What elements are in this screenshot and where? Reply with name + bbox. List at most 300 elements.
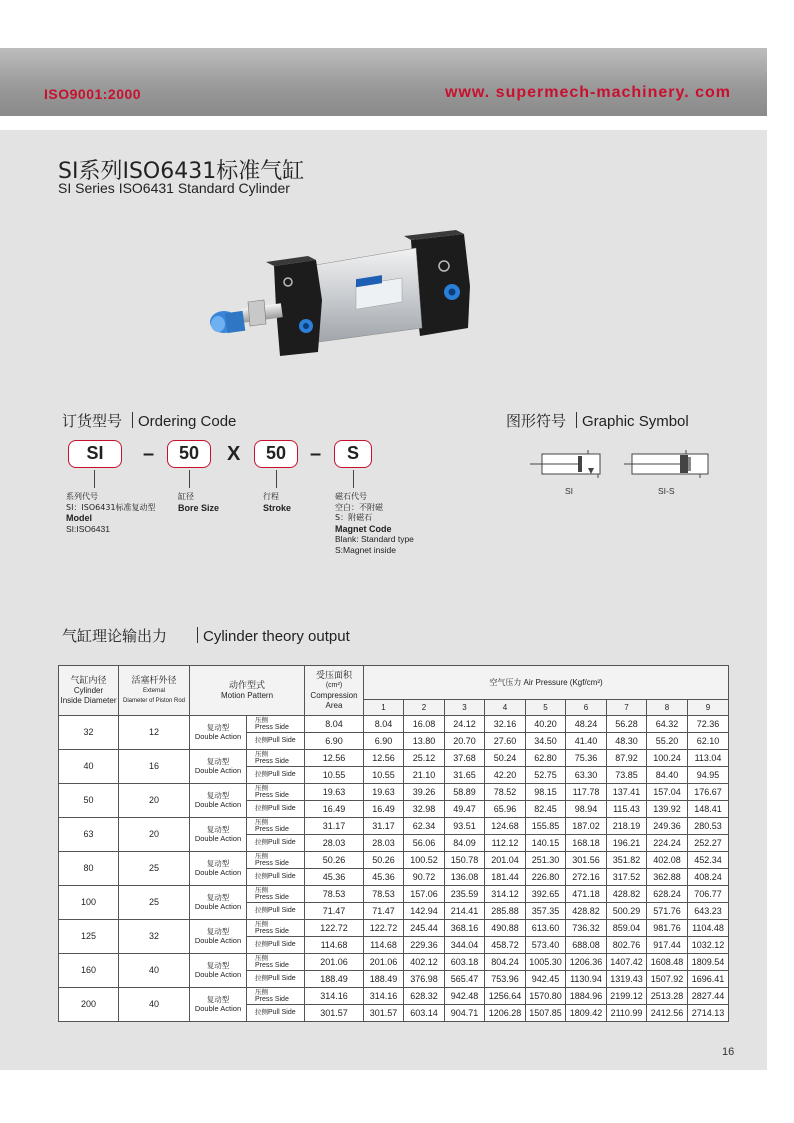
pull-value-cell: 10.55 — [364, 767, 404, 784]
page-number: 16 — [722, 1046, 735, 1058]
motion-en: Double Action — [194, 935, 242, 945]
pull-value-cell: 643.23 — [688, 903, 729, 920]
pull-value-cell: 48.30 — [607, 733, 647, 750]
bore-cell: 63 — [59, 818, 119, 852]
press-value-cell: 2827.44 — [688, 988, 729, 1005]
code-bore-box: 50 — [167, 440, 211, 468]
press-value-cell: 37.68 — [445, 750, 485, 767]
press-side-cell — [247, 716, 305, 733]
symbol-si-s-caption: SI-S — [658, 486, 675, 496]
press-side-en: Press Side — [255, 724, 289, 731]
press-value-cell: 301.56 — [566, 852, 607, 869]
press-side-en: Press Side — [255, 928, 289, 935]
pull-value-cell: 6.90 — [364, 733, 404, 750]
bore-cell: 40 — [59, 750, 119, 784]
press-value-cell: 32.16 — [485, 716, 526, 733]
pull-value-cell: 1696.41 — [688, 971, 729, 988]
pull-value-cell: 1032.12 — [688, 937, 729, 954]
press-value-cell: 48.24 — [566, 716, 607, 733]
press-value-cell: 471.18 — [566, 886, 607, 903]
press-value-cell: 428.82 — [607, 886, 647, 903]
header-air-pressure: 空气压力 Air Pressure (Kgf/cm²) — [364, 666, 729, 700]
motion-en: Double Action — [194, 901, 242, 911]
motion-en: Double Action — [194, 799, 242, 809]
pull-value-cell: 142.94 — [404, 903, 445, 920]
pull-value-cell: 82.45 — [526, 801, 566, 818]
press-value-cell: 93.51 — [445, 818, 485, 835]
pull-value-cell: 428.82 — [566, 903, 607, 920]
symbol-si-s-icon — [624, 450, 714, 480]
pull-value-cell: 229.36 — [404, 937, 445, 954]
code-separator-x: X — [227, 443, 241, 465]
pull-side-cn: 拉侧 — [255, 906, 268, 915]
motion-cn: 复动型 — [206, 961, 230, 970]
table-row — [59, 716, 729, 733]
motion-cn: 复动型 — [206, 927, 230, 936]
header-rod: 活塞杆外径 External Diameter of Piston Rod — [119, 666, 190, 716]
press-value-cell: 245.44 — [404, 920, 445, 937]
page-title-cn: SI系列ISO6431标准气缸 — [58, 159, 305, 184]
pull-side-cn: 拉侧 — [255, 838, 268, 847]
pull-value-cell: 500.29 — [607, 903, 647, 920]
press-value-cell: 2513.28 — [647, 988, 688, 1005]
pull-value-cell: 20.70 — [445, 733, 485, 750]
motion-cn: 复动型 — [206, 825, 230, 834]
pull-side-en: Pull Side — [268, 805, 296, 813]
bore-size-label: 缸径 Bore Size — [178, 492, 220, 513]
pull-value-cell: 188.49 — [305, 971, 364, 988]
pull-value-cell: 45.36 — [364, 869, 404, 886]
press-value-cell: 8.04 — [305, 716, 364, 733]
pull-side-cell — [247, 937, 305, 954]
press-value-cell: 58.89 — [445, 784, 485, 801]
pull-side-cn: 拉侧 — [255, 974, 268, 983]
pull-side-en: Pull Side — [268, 771, 296, 779]
press-value-cell: 218.19 — [607, 818, 647, 835]
pull-value-cell: 55.20 — [647, 733, 688, 750]
motion-cell — [190, 750, 247, 784]
pull-value-cell: 6.90 — [305, 733, 364, 750]
pull-value-cell: 140.15 — [526, 835, 566, 852]
press-value-cell: 613.60 — [526, 920, 566, 937]
press-side-en: Press Side — [255, 758, 289, 765]
pressure-header-cell: 9 — [688, 700, 729, 716]
pull-value-cell: 62.10 — [688, 733, 729, 750]
table-row — [59, 920, 729, 937]
pull-value-cell: 252.27 — [688, 835, 729, 852]
press-value-cell: 62.34 — [404, 818, 445, 835]
press-side-en: Press Side — [255, 894, 289, 901]
pull-side-en: Pull Side — [268, 907, 296, 915]
header-band — [0, 48, 767, 116]
press-value-cell: 39.26 — [404, 784, 445, 801]
pull-value-cell: 34.50 — [526, 733, 566, 750]
pull-side-cell — [247, 835, 305, 852]
table-row — [59, 988, 729, 1005]
magnet-code-label: 磁石代号 空白：不附磁 S：附磁石 Magnet Code Blank: Standard type S:Magnet inside — [335, 492, 414, 555]
pull-value-cell: 1206.28 — [485, 1005, 526, 1022]
pull-value-cell: 90.72 — [404, 869, 445, 886]
motion-cell — [190, 920, 247, 954]
motion-cn: 复动型 — [206, 893, 230, 902]
press-value-cell: 1256.64 — [485, 988, 526, 1005]
pull-value-cell: 73.85 — [607, 767, 647, 784]
press-side-cell — [247, 886, 305, 903]
press-value-cell: 351.82 — [607, 852, 647, 869]
press-value-cell: 201.06 — [364, 954, 404, 971]
press-value-cell: 201.06 — [305, 954, 364, 971]
pull-value-cell: 42.20 — [485, 767, 526, 784]
ordering-code-heading: 订货型号 Ordering Code — [62, 412, 237, 430]
pull-value-cell: 688.08 — [566, 937, 607, 954]
cylinder-product-image — [206, 226, 476, 376]
motion-cn: 复动型 — [206, 791, 230, 800]
table-row — [59, 954, 729, 971]
pull-value-cell: 71.47 — [364, 903, 404, 920]
pull-value-cell: 301.57 — [364, 1005, 404, 1022]
pull-side-cell — [247, 733, 305, 750]
press-value-cell: 1005.30 — [526, 954, 566, 971]
pull-value-cell: 188.49 — [364, 971, 404, 988]
press-value-cell: 187.02 — [566, 818, 607, 835]
pull-value-cell: 27.60 — [485, 733, 526, 750]
press-value-cell: 314.16 — [364, 988, 404, 1005]
press-value-cell: 113.04 — [688, 750, 729, 767]
press-value-cell: 122.72 — [305, 920, 364, 937]
motion-cell — [190, 784, 247, 818]
press-value-cell: 50.24 — [485, 750, 526, 767]
pull-side-cell — [247, 971, 305, 988]
press-value-cell: 201.04 — [485, 852, 526, 869]
leader-line-model — [94, 470, 95, 488]
header-bore: 气缸内径 Cylinder Inside Diameter — [59, 666, 119, 716]
rod-cell: 40 — [119, 988, 190, 1022]
iso-certification: ISO9001:2000 — [44, 86, 142, 102]
press-value-cell: 314.12 — [485, 886, 526, 903]
pull-value-cell: 168.18 — [566, 835, 607, 852]
pull-side-en: Pull Side — [268, 975, 296, 983]
press-value-cell: 736.32 — [566, 920, 607, 937]
pull-value-cell: 301.57 — [305, 1005, 364, 1022]
press-side-cell — [247, 784, 305, 801]
pull-value-cell: 181.44 — [485, 869, 526, 886]
bore-cell: 125 — [59, 920, 119, 954]
press-value-cell: 314.16 — [305, 988, 364, 1005]
press-value-cell: 78.52 — [485, 784, 526, 801]
code-magnet-box: S — [334, 440, 372, 468]
press-value-cell: 402.12 — [404, 954, 445, 971]
pull-value-cell: 573.40 — [526, 937, 566, 954]
pull-value-cell: 94.95 — [688, 767, 729, 784]
press-value-cell: 150.78 — [445, 852, 485, 869]
pull-value-cell: 1319.43 — [607, 971, 647, 988]
press-value-cell: 137.41 — [607, 784, 647, 801]
pull-value-cell: 148.41 — [688, 801, 729, 818]
rod-cell: 20 — [119, 784, 190, 818]
pull-value-cell: 753.96 — [485, 971, 526, 988]
pull-value-cell: 408.24 — [688, 869, 729, 886]
pull-value-cell: 45.36 — [305, 869, 364, 886]
press-value-cell: 50.26 — [364, 852, 404, 869]
rod-cell: 40 — [119, 954, 190, 988]
press-side-en: Press Side — [255, 962, 289, 969]
website-link[interactable]: www. supermech-machinery. com — [445, 84, 731, 101]
rod-cell: 20 — [119, 818, 190, 852]
pull-value-cell: 2110.99 — [607, 1005, 647, 1022]
press-value-cell: 19.63 — [305, 784, 364, 801]
press-value-cell: 804.24 — [485, 954, 526, 971]
press-side-cn: 压侧 — [255, 987, 268, 996]
pull-value-cell: 357.35 — [526, 903, 566, 920]
code-model-box: SI — [68, 440, 122, 468]
symbol-si-caption: SI — [565, 486, 574, 496]
press-value-cell: 981.76 — [647, 920, 688, 937]
press-value-cell: 1206.36 — [566, 954, 607, 971]
press-value-cell: 56.28 — [607, 716, 647, 733]
pull-value-cell: 41.40 — [566, 733, 607, 750]
press-value-cell: 16.08 — [404, 716, 445, 733]
press-value-cell: 368.16 — [445, 920, 485, 937]
press-value-cell: 402.08 — [647, 852, 688, 869]
press-value-cell: 628.24 — [647, 886, 688, 903]
rod-cell: 25 — [119, 852, 190, 886]
pull-value-cell: 214.41 — [445, 903, 485, 920]
pull-value-cell: 317.52 — [607, 869, 647, 886]
pull-value-cell: 272.16 — [566, 869, 607, 886]
leader-line-bore — [189, 470, 190, 488]
press-value-cell: 8.04 — [364, 716, 404, 733]
code-separator-dash-2: – — [310, 443, 322, 465]
stroke-label: 行程 Stroke — [263, 492, 292, 513]
press-side-cn: 压侧 — [255, 953, 268, 962]
pressure-header-cell: 7 — [607, 700, 647, 716]
press-value-cell: 62.80 — [526, 750, 566, 767]
pressure-header-cell: 8 — [647, 700, 688, 716]
pull-side-cn: 拉侧 — [255, 1008, 268, 1017]
table-row — [59, 818, 729, 835]
press-value-cell: 124.68 — [485, 818, 526, 835]
pull-value-cell: 917.44 — [647, 937, 688, 954]
press-value-cell: 280.53 — [688, 818, 729, 835]
pull-value-cell: 1809.42 — [566, 1005, 607, 1022]
pull-side-en: Pull Side — [268, 941, 296, 949]
motion-en: Double Action — [194, 731, 242, 741]
table-row — [59, 886, 729, 903]
press-value-cell: 31.17 — [305, 818, 364, 835]
pull-value-cell: 802.76 — [607, 937, 647, 954]
motion-en: Double Action — [194, 1003, 242, 1013]
pull-value-cell: 63.30 — [566, 767, 607, 784]
pull-value-cell: 139.92 — [647, 801, 688, 818]
press-value-cell: 249.36 — [647, 818, 688, 835]
pull-side-cell — [247, 1005, 305, 1022]
pull-value-cell: 84.40 — [647, 767, 688, 784]
press-value-cell: 78.53 — [305, 886, 364, 903]
pull-side-cn: 拉侧 — [255, 940, 268, 949]
pull-value-cell: 112.12 — [485, 835, 526, 852]
press-side-en: Press Side — [255, 860, 289, 867]
pull-value-cell: 1130.94 — [566, 971, 607, 988]
press-value-cell: 1104.48 — [688, 920, 729, 937]
pressure-header-cell: 6 — [566, 700, 607, 716]
pull-value-cell: 16.49 — [305, 801, 364, 818]
pull-value-cell: 376.98 — [404, 971, 445, 988]
pull-value-cell: 114.68 — [364, 937, 404, 954]
press-side-cn: 压侧 — [255, 851, 268, 860]
pull-value-cell: 904.71 — [445, 1005, 485, 1022]
press-value-cell: 25.12 — [404, 750, 445, 767]
theory-output-heading: 气缸理论输出力 Cylinder theory output — [62, 627, 350, 645]
page-title-en: SI Series ISO6431 Standard Cylinder — [58, 180, 290, 196]
pull-value-cell: 71.47 — [305, 903, 364, 920]
press-value-cell: 859.04 — [607, 920, 647, 937]
press-value-cell: 1570.80 — [526, 988, 566, 1005]
press-value-cell: 452.34 — [688, 852, 729, 869]
pull-value-cell: 31.65 — [445, 767, 485, 784]
rod-cell: 25 — [119, 886, 190, 920]
pull-value-cell: 196.21 — [607, 835, 647, 852]
bore-cell: 80 — [59, 852, 119, 886]
bore-cell: 100 — [59, 886, 119, 920]
leader-line-stroke — [276, 470, 277, 488]
press-value-cell: 12.56 — [305, 750, 364, 767]
press-side-en: Press Side — [255, 826, 289, 833]
press-value-cell: 176.67 — [688, 784, 729, 801]
pull-value-cell: 1507.92 — [647, 971, 688, 988]
press-value-cell: 50.26 — [305, 852, 364, 869]
press-side-cell — [247, 750, 305, 767]
press-value-cell: 235.59 — [445, 886, 485, 903]
press-side-cn: 压侧 — [255, 817, 268, 826]
bore-cell: 160 — [59, 954, 119, 988]
pull-value-cell: 65.96 — [485, 801, 526, 818]
press-side-en: Press Side — [255, 996, 289, 1003]
press-value-cell: 12.56 — [364, 750, 404, 767]
pull-value-cell: 2412.56 — [647, 1005, 688, 1022]
press-value-cell: 706.77 — [688, 886, 729, 903]
pull-value-cell: 98.94 — [566, 801, 607, 818]
pull-side-cell — [247, 869, 305, 886]
motion-en: Double Action — [194, 867, 242, 877]
table-row — [59, 784, 729, 801]
symbol-si-icon — [530, 450, 606, 480]
pressure-header-cell: 4 — [485, 700, 526, 716]
pressure-header-cell: 5 — [526, 700, 566, 716]
pull-value-cell: 603.14 — [404, 1005, 445, 1022]
pull-value-cell: 458.72 — [485, 937, 526, 954]
table-row — [59, 852, 729, 869]
press-value-cell: 100.52 — [404, 852, 445, 869]
press-value-cell: 98.15 — [526, 784, 566, 801]
pull-value-cell: 344.04 — [445, 937, 485, 954]
press-side-cell — [247, 920, 305, 937]
pull-value-cell: 49.47 — [445, 801, 485, 818]
press-value-cell: 1608.48 — [647, 954, 688, 971]
theory-output-table — [58, 665, 729, 1022]
press-value-cell: 603.18 — [445, 954, 485, 971]
pull-value-cell: 224.24 — [647, 835, 688, 852]
pull-side-cn: 拉侧 — [255, 770, 268, 779]
pressure-header-cell: 3 — [445, 700, 485, 716]
press-side-cell — [247, 988, 305, 1005]
press-value-cell: 157.06 — [404, 886, 445, 903]
pull-value-cell: 362.88 — [647, 869, 688, 886]
press-value-cell: 72.36 — [688, 716, 729, 733]
code-stroke-box: 50 — [254, 440, 298, 468]
pull-value-cell: 13.80 — [404, 733, 445, 750]
rod-cell: 12 — [119, 716, 190, 750]
motion-cn: 复动型 — [206, 859, 230, 868]
bore-cell: 32 — [59, 716, 119, 750]
motion-cell — [190, 886, 247, 920]
press-value-cell: 78.53 — [364, 886, 404, 903]
press-value-cell: 942.48 — [445, 988, 485, 1005]
leader-line-magnet — [353, 470, 354, 488]
press-value-cell: 157.04 — [647, 784, 688, 801]
press-side-cell — [247, 954, 305, 971]
table-row — [59, 750, 729, 767]
press-value-cell: 1884.96 — [566, 988, 607, 1005]
press-value-cell: 155.85 — [526, 818, 566, 835]
motion-cn: 复动型 — [206, 757, 230, 766]
press-value-cell: 122.72 — [364, 920, 404, 937]
pull-value-cell: 565.47 — [445, 971, 485, 988]
pull-value-cell: 52.75 — [526, 767, 566, 784]
pull-value-cell: 28.03 — [364, 835, 404, 852]
press-value-cell: 392.65 — [526, 886, 566, 903]
press-value-cell: 628.32 — [404, 988, 445, 1005]
pull-value-cell: 114.68 — [305, 937, 364, 954]
pull-side-cn: 拉侧 — [255, 736, 268, 745]
motion-en: Double Action — [194, 833, 242, 843]
motion-cell — [190, 954, 247, 988]
press-value-cell: 100.24 — [647, 750, 688, 767]
pull-value-cell: 21.10 — [404, 767, 445, 784]
pull-value-cell: 226.80 — [526, 869, 566, 886]
press-value-cell: 2199.12 — [607, 988, 647, 1005]
pull-value-cell: 285.88 — [485, 903, 526, 920]
pull-side-cell — [247, 801, 305, 818]
header-area: 受压面积 (cm²) Compression Area — [305, 666, 364, 716]
press-value-cell: 75.36 — [566, 750, 607, 767]
rod-cell: 16 — [119, 750, 190, 784]
pull-side-en: Pull Side — [268, 839, 296, 847]
pull-side-en: Pull Side — [268, 737, 296, 745]
pull-value-cell: 32.98 — [404, 801, 445, 818]
graphic-symbol-heading: 图形符号 Graphic Symbol — [506, 412, 689, 430]
motion-en: Double Action — [194, 765, 242, 775]
pull-side-cn: 拉侧 — [255, 804, 268, 813]
press-value-cell: 87.92 — [607, 750, 647, 767]
motion-cn: 复动型 — [206, 995, 230, 1004]
pull-value-cell: 942.45 — [526, 971, 566, 988]
press-side-cn: 压侧 — [255, 783, 268, 792]
pull-value-cell: 571.76 — [647, 903, 688, 920]
motion-cell — [190, 716, 247, 750]
rod-cell: 32 — [119, 920, 190, 954]
press-value-cell: 31.17 — [364, 818, 404, 835]
press-side-cn: 压侧 — [255, 885, 268, 894]
bore-cell: 200 — [59, 988, 119, 1022]
press-value-cell: 490.88 — [485, 920, 526, 937]
header-motion: 动作型式 Motion Pattern — [190, 666, 305, 716]
press-value-cell: 64.32 — [647, 716, 688, 733]
model-label: 系列代号 SI：ISO6431标准复动型 Model SI:ISO6431 — [66, 492, 156, 534]
code-separator-dash: – — [143, 443, 155, 465]
bore-cell: 50 — [59, 784, 119, 818]
press-side-cn: 压侧 — [255, 749, 268, 758]
press-value-cell: 40.20 — [526, 716, 566, 733]
